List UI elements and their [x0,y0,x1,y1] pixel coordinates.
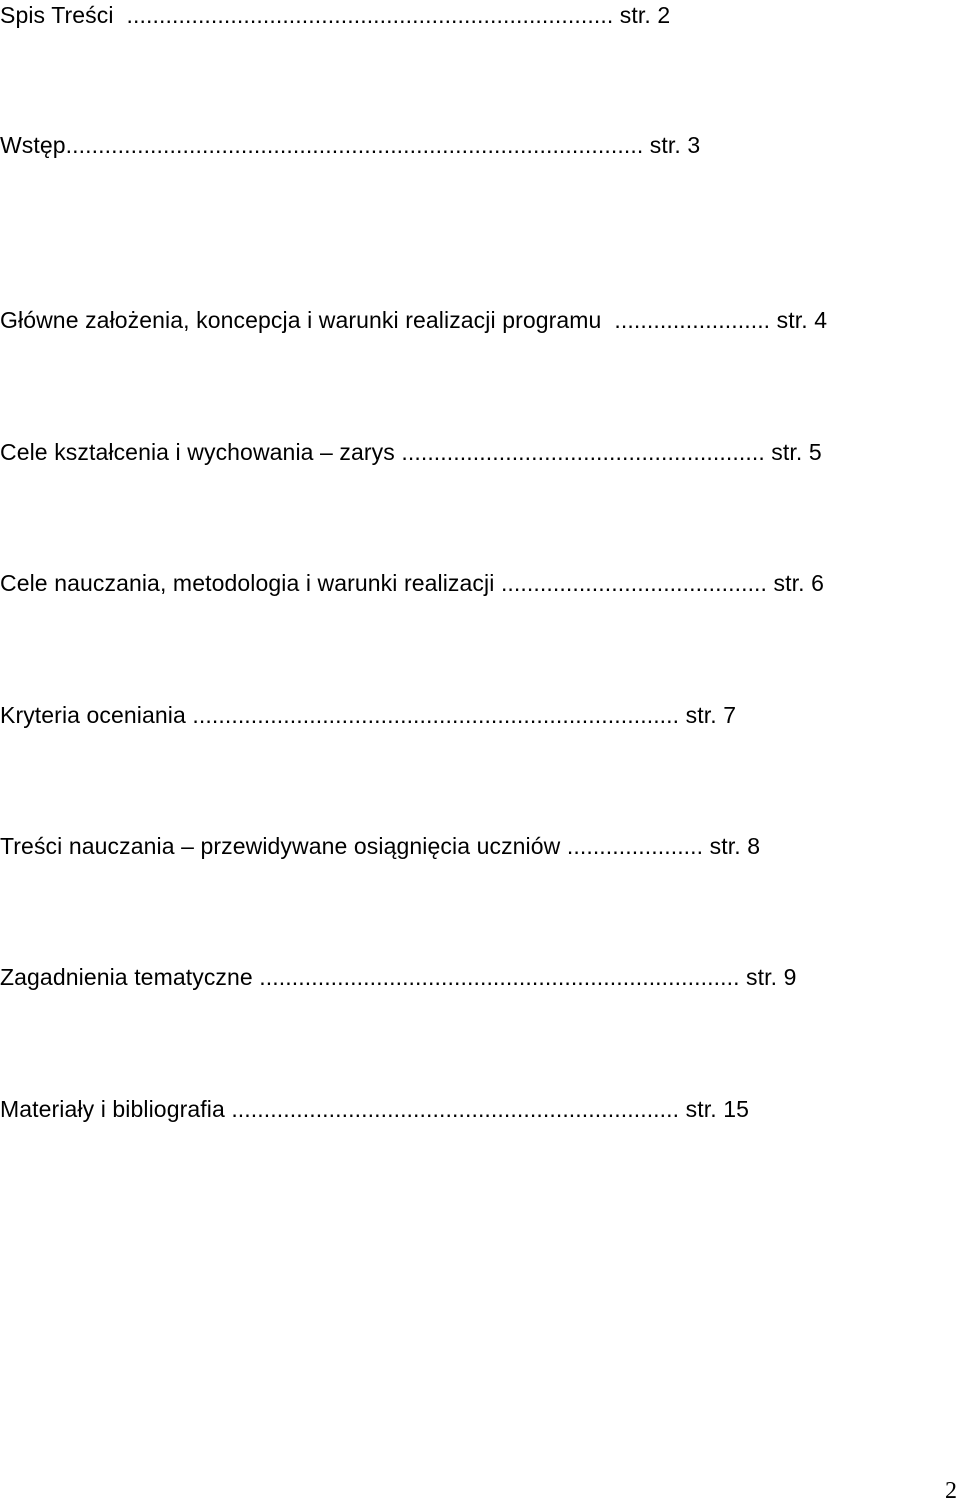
toc-entry-cele-nauczania[interactable]: Cele nauczania, metodologia i warunki realizacji ......................................... str. 6 [0,570,824,596]
toc-entry-tresci-nauczania[interactable]: Treści nauczania – przewidywane osiągnięcia uczniów ..................... str. 8 [0,833,761,859]
toc-entry-wstep[interactable]: Wstęp......................................................................................... str. 3 [0,132,701,158]
toc-entry-zagadnienia-tematyczne[interactable]: Zagadnienia tematyczne .......................................................................... str. 9 [0,964,797,990]
page-number: 2 [945,1478,957,1504]
toc-entry-glowne-zalozenia[interactable]: Główne założenia, koncepcja i warunki realizacji programu ........................ str. 4 [0,307,828,333]
toc-entry-materialy-bibliografia[interactable]: Materiały i bibliografia ..................................................................... str. 15 [0,1096,749,1122]
toc-entry-kryteria-oceniania[interactable]: Kryteria oceniania ........................................................................... str. 7 [0,702,737,728]
toc-entry-spis-tresci[interactable]: Spis Treści ........................................................................... str. 2 [0,2,671,28]
toc-entry-cele-ksztalcenia[interactable]: Cele kształcenia i wychowania – zarys ........................................................ str. 5 [0,439,822,465]
